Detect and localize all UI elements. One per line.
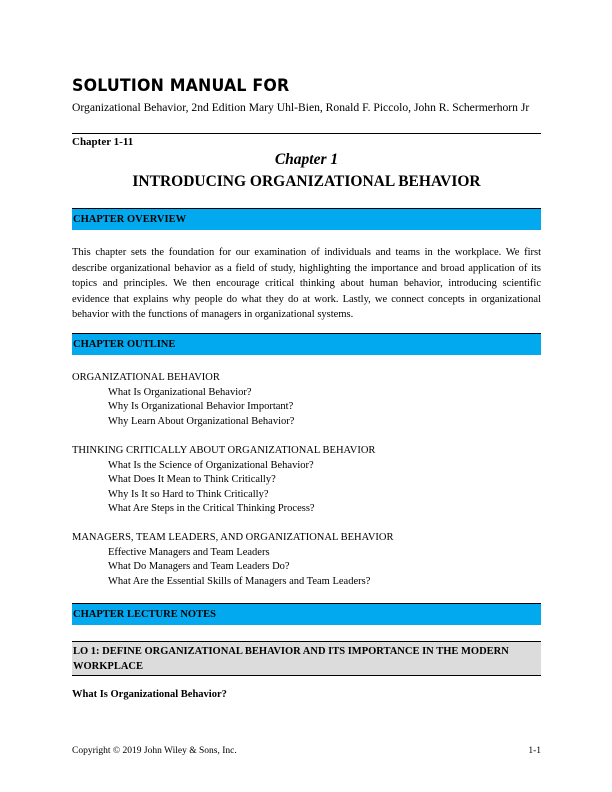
header-divider [72, 133, 541, 134]
outline-item: Why Is It so Hard to Think Critically? [108, 488, 269, 500]
outline-item: Why Is Organizational Behavior Important? [108, 401, 294, 412]
book-title-authors: Organizational Behavior, 2nd Edition Mary Uhl-Bien, Ronald F. Piccolo, John R. Schermerhorn Jr [72, 101, 530, 114]
chapter-lecture-notes-heading: CHAPTER LECTURE NOTES [72, 603, 541, 625]
outline-item: What Do Managers and Team Leaders Do? [108, 561, 290, 572]
outline-item: What Does It Mean to Think Critically? [108, 474, 276, 485]
outline-section [72, 444, 541, 517]
footer-copyright: Copyright © 2019 John Wiley & Sons, Inc. [72, 746, 237, 756]
outline-section [72, 371, 541, 429]
chapter-overview-text: This chapter sets the foundation for our examination of individuals and teams in the workplace. We first describe organizational behavior as a field of study, highlighting the importance and broad application of its topics and principles. We then encourage critical thinking about human behavior, introducing scientific evidence that explains why people do what they do at work. Lastly, we connect concepts in organizational behavior with the functions of managers in organizational systems. [72, 247, 541, 321]
chapter-reference: Chapter 1-11 [72, 136, 134, 148]
manual-title: SOLUTION MANUAL FOR [72, 76, 290, 96]
chapter-title: INTRODUCING ORGANIZATIONAL BEHAVIOR [132, 173, 481, 190]
outline-section-title: THINKING CRITICALLY ABOUT ORGANIZATIONAL BEHAVIOR [72, 445, 376, 456]
outline-section [72, 531, 541, 589]
lecture-subheading: What Is Organizational Behavior? [72, 689, 227, 700]
outline-section-title: MANAGERS, TEAM LEADERS, AND ORGANIZATIONAL BEHAVIOR [72, 532, 394, 543]
outline-item: Effective Managers and Team Leaders [108, 546, 270, 558]
outline-section-title: ORGANIZATIONAL BEHAVIOR [72, 372, 220, 383]
chapter-label: Chapter 1 [274, 151, 339, 168]
outline-item: Why Learn About Organizational Behavior? [108, 415, 295, 427]
outline-item: What Are Steps in the Critical Thinking Process? [108, 503, 315, 514]
learning-objective-heading: LO 1: DEFINE ORGANIZATIONAL BEHAVIOR AND ITS IMPORTANCE IN THE MODERN WORKPLACE [72, 641, 541, 676]
outline-item: What Is the Science of Organizational Behavior? [108, 459, 314, 471]
chapter-overview-heading: CHAPTER OVERVIEW [72, 208, 541, 230]
outline-item: What Is Organizational Behavior? [108, 386, 252, 398]
footer-page-number: 1-1 [528, 746, 541, 756]
chapter-outline-heading: CHAPTER OUTLINE [72, 333, 541, 355]
outline-item: What Are the Essential Skills of Managers and Team Leaders? [108, 575, 371, 587]
